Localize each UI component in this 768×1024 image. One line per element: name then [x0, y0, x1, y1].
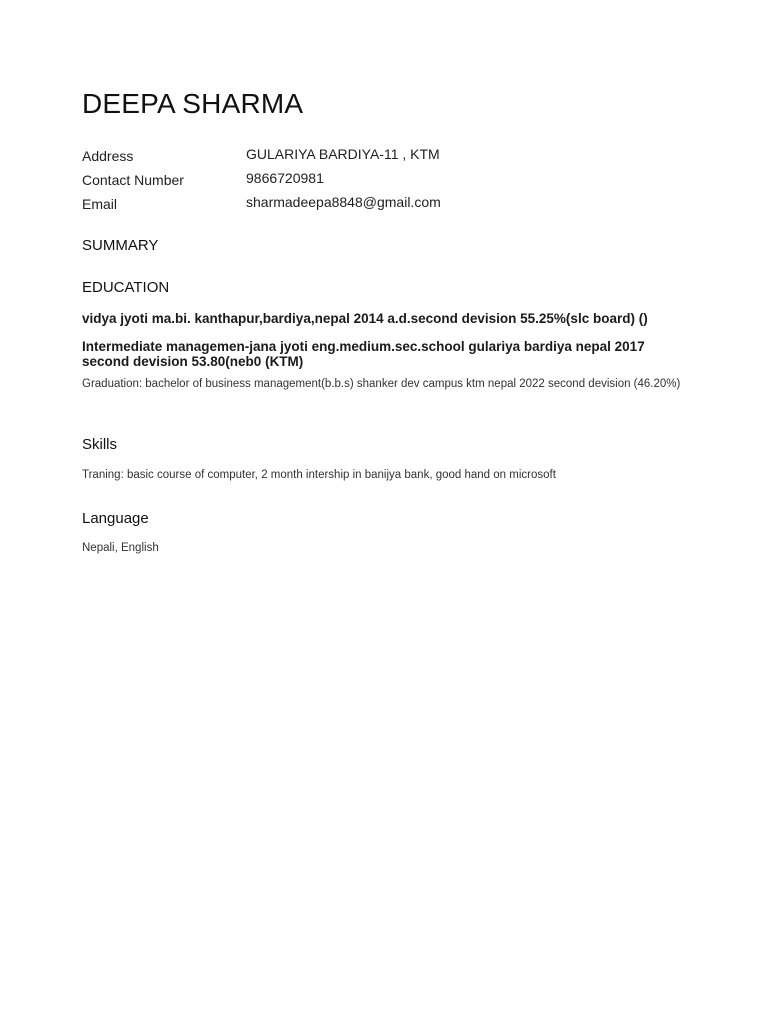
language-text: Nepali, English	[82, 542, 159, 554]
candidate-name: DEEPA SHARMA	[82, 88, 304, 119]
education-graduation: Graduation: bachelor of business management(b.b.s) shanker dev campus ktm nepal 2022 second devision (46.20%)	[82, 378, 681, 390]
education-entry-school: vidya jyoti ma.bi. kanthapur,bardiya,nepal 2014 a.d.second devision 55.25%(slc board) ()	[82, 311, 648, 326]
language-heading: Language	[82, 510, 149, 527]
skills-heading: Skills	[82, 436, 118, 453]
email-value: sharmadeepa8848@gmail.com	[246, 194, 441, 210]
email-label: Email	[82, 196, 118, 212]
education-entry-intermediate: Intermediate managemen-jana jyoti eng.medium.sec.school gulariya bardiya nepal 2017 second devision 53.80(neb0 (KTM)	[82, 339, 645, 369]
summary-heading: SUMMARY	[82, 237, 159, 254]
address-label: Address	[82, 148, 134, 164]
phone-label: Contact Number	[82, 172, 184, 188]
address-value: GULARIYA BARDIYA-11 , KTM	[246, 146, 440, 162]
phone-value: 9866720981	[246, 170, 324, 186]
education-heading: EDUCATION	[82, 279, 170, 296]
skills-text: Traning: basic course of computer, 2 month intership in banijya bank, good hand on microsoft	[82, 469, 556, 481]
